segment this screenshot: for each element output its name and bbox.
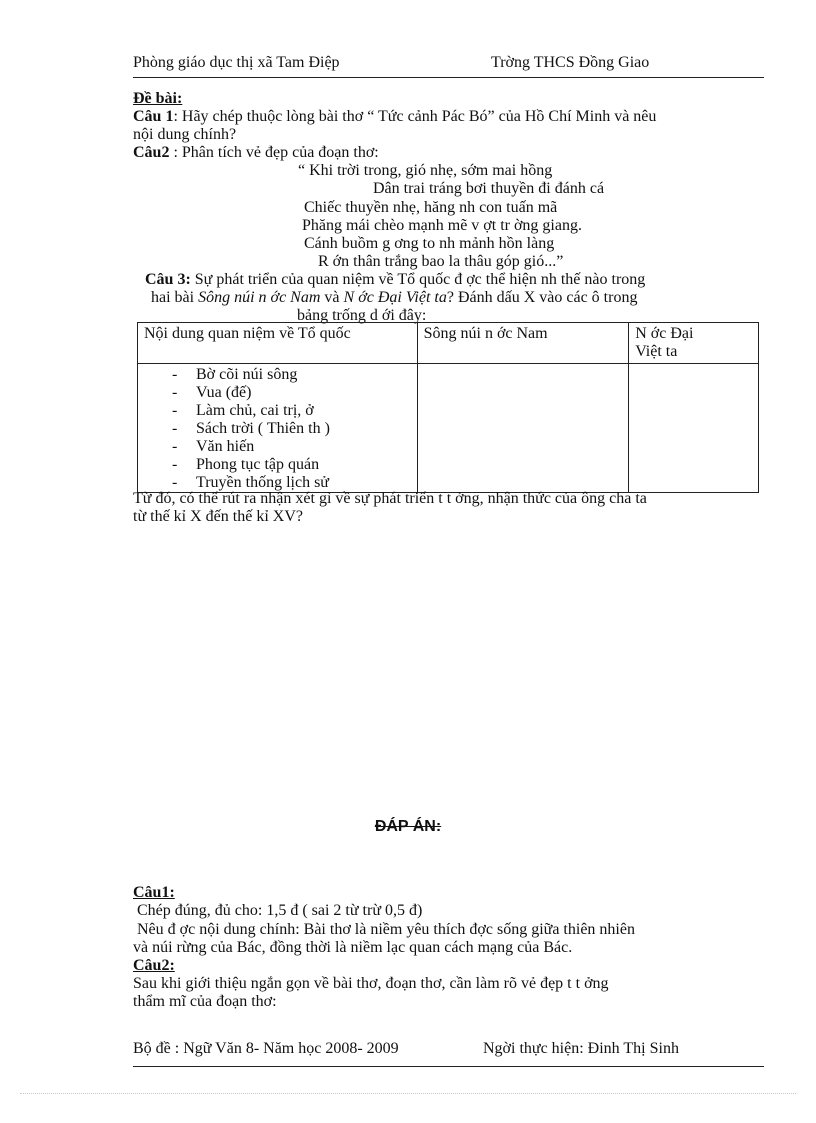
answer-2-label: Câu2: [133,957,175,974]
poem-line: Phăng mái chèo mạnh mẽ v ợt tr ờng giang. [302,217,582,234]
list-item: - Văn hiến [172,438,411,456]
table-header-cell [629,323,759,364]
answer-2-text: Sau khi giới thiệu ngắn gọn về bài thơ, đoạn thơ, cần làm rõ vẻ đẹp t t ởng [133,975,609,992]
question-1-label: Câu 1 [133,108,174,125]
list-item: - Làm chủ, cai trị, ở [172,402,411,420]
poem-title-song-nui: Sông núi n ớc Nam [198,289,321,306]
page-bottom-divider [20,1093,796,1094]
answer-1-text: Nêu đ ợc nội dung chính: Bài thơ là niềm yêu thích đợc sống giữa thiên nhiên [137,921,635,938]
footer-rule [133,1066,764,1067]
table-header-cell: Nội dung quan niệm về Tổ quốc [138,323,418,364]
question-2-text: : Phân tích vẻ đẹp của đoạn thơ: [169,144,379,161]
header-rule [133,77,764,78]
text-fragment: hai bài [151,289,199,306]
table-header-row [138,323,759,364]
question-3 [145,271,645,289]
answer-2-text: thẩm mĩ của đoạn thơ: [133,993,277,1010]
concept-table [137,322,759,493]
question-3-text-cont [151,289,637,307]
footer-book-info: Bộ đề : Ngữ Văn 8- Năm học 2008- 2009 [133,1040,399,1057]
footer-author: Ngời thực hiện: Đinh Thị Sinh [483,1040,679,1057]
poem-line: “ Khi trời trong, gió nhẹ, sớm mai hồng [298,162,553,179]
question-3-text: Sự phát triển của quan niệm về Tổ quốc đ ợc thể hiện nh thế nào trong [190,271,646,288]
list-item: - Sách trời ( Thiên th ) [172,420,411,438]
concept-list [144,366,411,492]
table-row [138,364,759,493]
question-2 [133,144,379,162]
follow-up-question-cont: từ thế kỉ X đến thế kỉ XV? [133,508,303,525]
table-cell-empty [417,364,629,493]
answer-1-label: Câu1: [133,884,175,901]
exam-heading: Đề bài: [133,90,183,107]
text-fragment: ? Đánh dấu X vào các ô trong [446,289,638,306]
list-item: - Bờ cõi núi sông [172,366,411,384]
answer-1-text: Chép đúng, đủ cho: 1,5 đ ( sai 2 từ trừ 0,5 đ) [137,902,423,919]
poem-line: Chiếc thuyền nhẹ, hăng nh con tuấn mã [304,199,558,216]
question-3-label: Câu 3: [145,271,191,288]
text-fragment: và [320,289,344,306]
answer-title-text: ĐÁP ÁN: [374,818,442,835]
poem-title-nuoc-dai-viet: N ớc Đại Việt ta [343,289,447,306]
list-item: - Truyền thống lịch sử [172,474,411,492]
table-cell-items [138,364,418,493]
question-3-text-end: bảng trống d ới đây: [297,307,427,324]
poem-line: R ớn thân trắng bao la thâu góp gió...” [318,253,564,270]
table-header-cell: Sông núi n ớc Nam [417,323,629,364]
question-1-text: : Hãy chép thuộc lòng bài thơ “ Tức cảnh Pác Bó” của Hồ Chí Minh và nêu [173,108,657,125]
answer-title [0,818,816,836]
header-school-name: Trờng THCS Đồng Giao [491,54,650,71]
follow-up-question: Từ đó, có thể rút ra nhận xét gì về sự phát triển t t ởng, nhận thức của ông cha ta [133,490,647,507]
question-1 [133,108,656,126]
header-school-department: Phòng giáo dục thị xã Tam Điệp [133,54,340,71]
answer-1-text: và núi rừng của Bác, đồng thời là niềm lạc quan cách mạng của Bác. [133,939,573,956]
table-header-text: N ớc Đại [635,325,694,342]
table-header-text: Việt ta [635,343,678,360]
list-item: - Vua (đế) [172,384,411,402]
poem-line: Dân trai tráng bơi thuyền đi đánh cá [373,180,605,197]
list-item: - Phong tục tập quán [172,456,411,474]
poem-line: Cánh buồm g ơng to nh mảnh hồn làng [304,235,555,252]
question-1-text-cont: nội dung chính? [133,126,237,143]
table-cell-empty [629,364,759,493]
question-2-label: Câu2 [133,144,170,161]
